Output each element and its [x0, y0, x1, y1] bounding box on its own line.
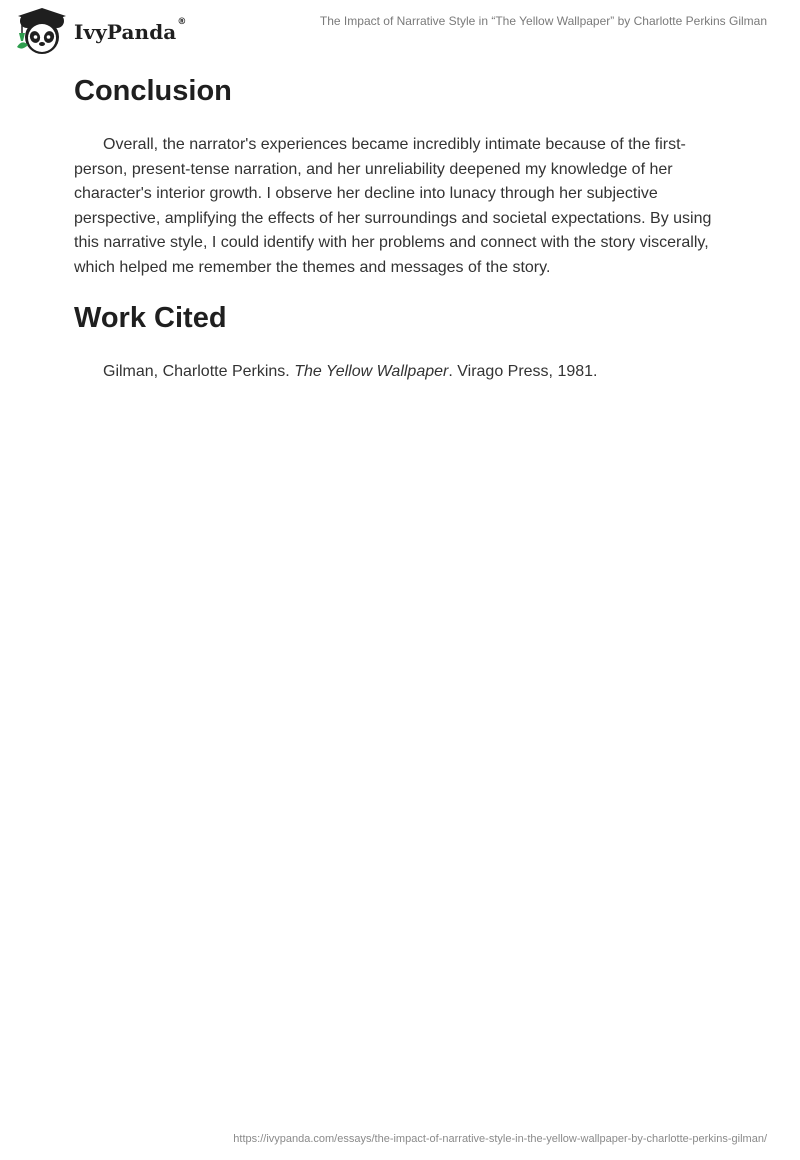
conclusion-paragraph: Overall, the narrator's experiences became incredibly intimate because of the first-person, present-tense narration, and her unreliability deepened my knowledge of her character's interior growth. I observe her decline into lunacy through her subjective perspective, amplifying the effects of her surroundings and societal expectations. By using this narrative style, I could identify with her problems and connect with the story viscerally, which helped me remember the themes and messages of the story. — [74, 136, 712, 276]
citation-publisher: . Virago Press, 1981. — [448, 363, 598, 380]
source-url[interactable]: https://ivypanda.com/essays/the-impact-of-narrative-style-in-the-yellow-wallpaper-by-charlotte-perkins-gilman/ — [233, 1133, 767, 1145]
conclusion-heading: Conclusion — [74, 75, 232, 107]
works-cited-heading: Work Cited — [74, 302, 227, 334]
citation-title: The Yellow Wallpaper — [294, 363, 449, 380]
logo-wordmark: IvyPanda® — [74, 17, 187, 44]
ivypanda-logo[interactable] — [14, 7, 186, 57]
panda-graduation-cap-logo-icon — [14, 7, 70, 57]
citation-entry — [74, 360, 726, 385]
page-header — [0, 0, 800, 62]
document-title: The Impact of Narrative Style in “The Yellow Wallpaper” by Charlotte Perkins Gilman — [319, 14, 767, 28]
citation-author: Gilman, Charlotte Perkins. — [103, 363, 295, 380]
